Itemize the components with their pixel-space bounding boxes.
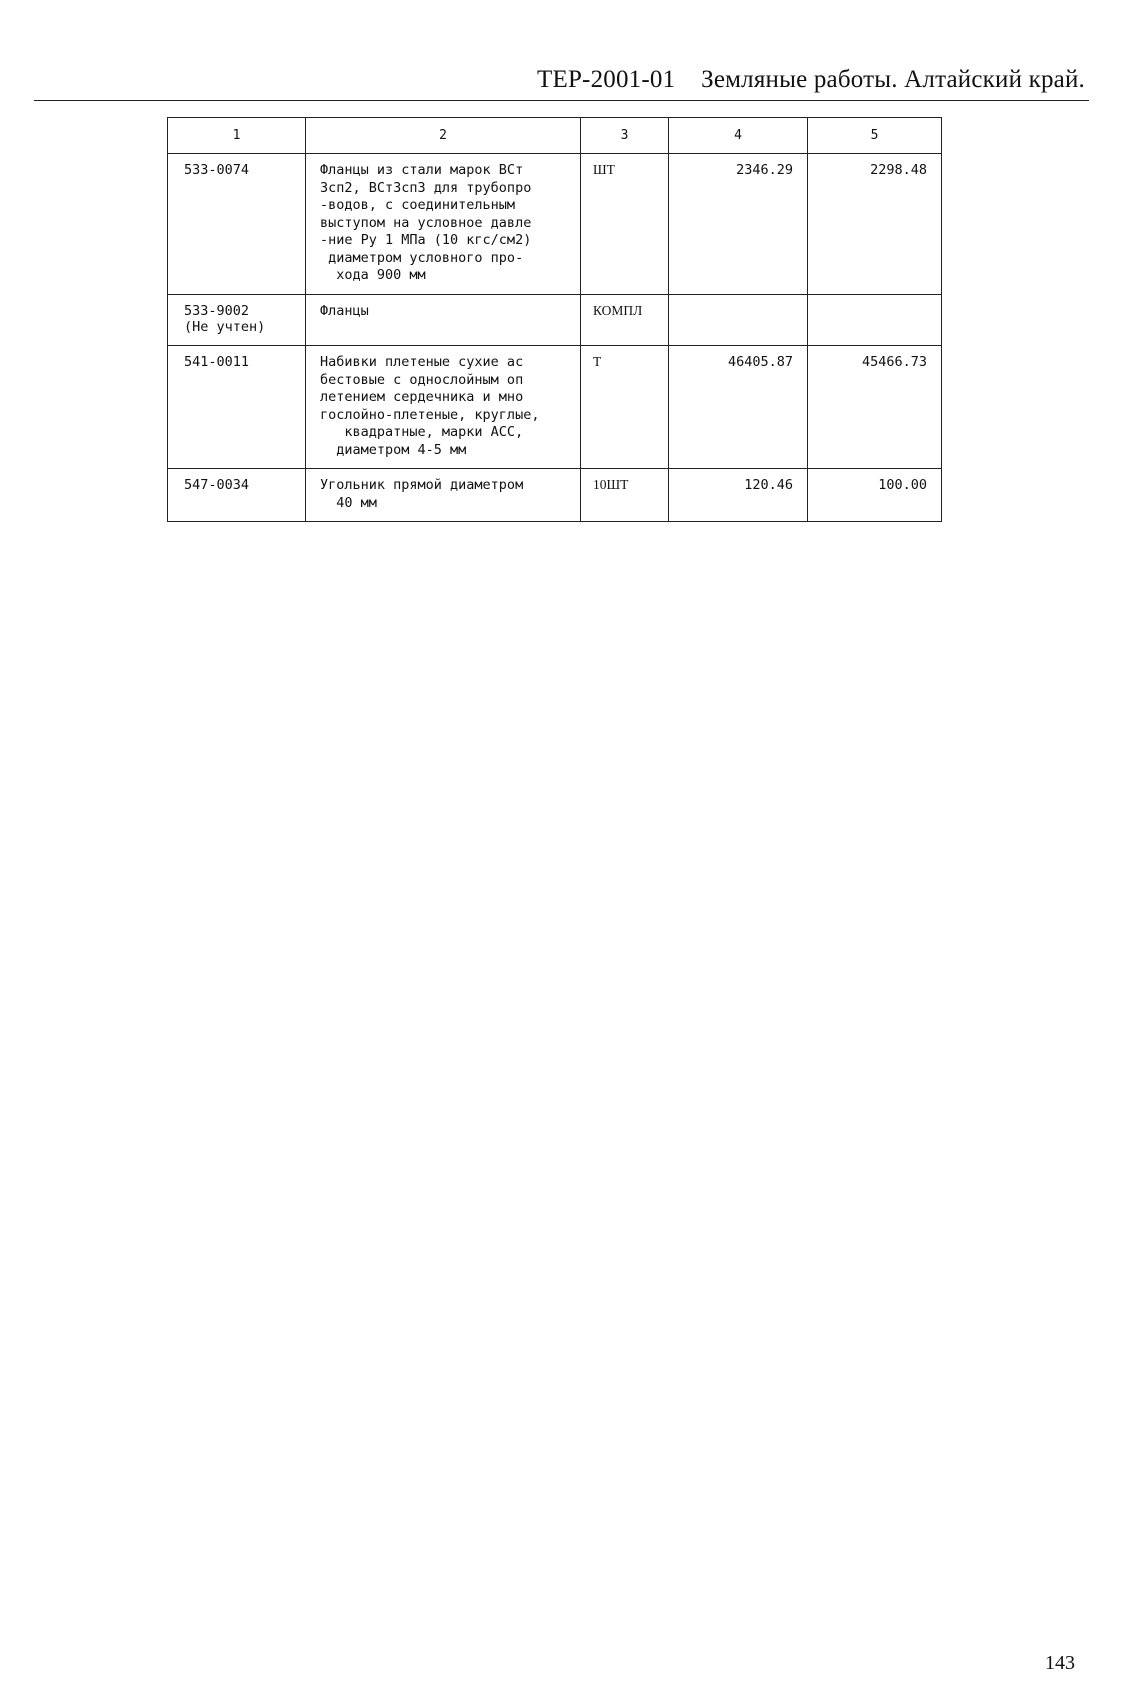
- resource-name: Угольник прямой диаметром 40 мм: [320, 477, 524, 511]
- column-header-2: 2: [306, 118, 581, 154]
- resource-name: Набивки плетеные сухие ас бестовые с однослойным оп летением сердечника и мно гослойно-плетеные, круглые, квадратные, марки АСС, диаметром 4-5 мм: [320, 354, 540, 458]
- price-column-5: [808, 295, 941, 303]
- resource-code: 547-0034: [184, 477, 250, 493]
- table-row: [168, 154, 942, 295]
- resource-code: 533-0074: [184, 162, 250, 178]
- unit-of-measure: Т: [593, 354, 602, 369]
- page-number: 143: [1045, 1652, 1075, 1674]
- column-header-3: 3: [581, 118, 669, 154]
- page-header-title: ТЕР-2001-01 Земляные работы. Алтайский край.: [537, 66, 1085, 93]
- price-column-5: 100.00: [878, 477, 927, 493]
- unit-of-measure: КОМПЛ: [593, 303, 643, 318]
- resource-code: 541-0011: [184, 354, 250, 370]
- column-header-5: 5: [808, 118, 942, 154]
- table-row: [168, 295, 942, 346]
- price-column-4: 2346.29: [736, 162, 793, 178]
- table-row: [168, 469, 942, 522]
- resource-name: Фланцы: [320, 303, 369, 319]
- unit-of-measure: ШТ: [593, 162, 615, 177]
- resource-price-table: [167, 117, 942, 522]
- column-header-1: 1: [168, 118, 306, 154]
- table-row: [168, 346, 942, 469]
- price-column-5: 2298.48: [870, 162, 927, 178]
- resource-name: Фланцы из стали марок ВСт 3сп2, ВСт3сп3 для трубопро -водов, с соединительным выступом на условное давле -ние Ру 1 МПа (10 кгс/см2) диаметром условного про- хода 900 мм: [320, 162, 532, 283]
- price-column-4: 46405.87: [727, 354, 793, 370]
- header-rule: [34, 100, 1089, 101]
- resource-code: 533-9002 (Не учтен): [184, 303, 266, 335]
- unit-of-measure: 10ШТ: [593, 477, 629, 492]
- price-column-4: 120.46: [744, 477, 793, 493]
- price-column-4: [669, 295, 807, 303]
- column-header-4: 4: [669, 118, 808, 154]
- price-column-5: 45466.73: [861, 354, 927, 370]
- table-header-row: [168, 118, 942, 154]
